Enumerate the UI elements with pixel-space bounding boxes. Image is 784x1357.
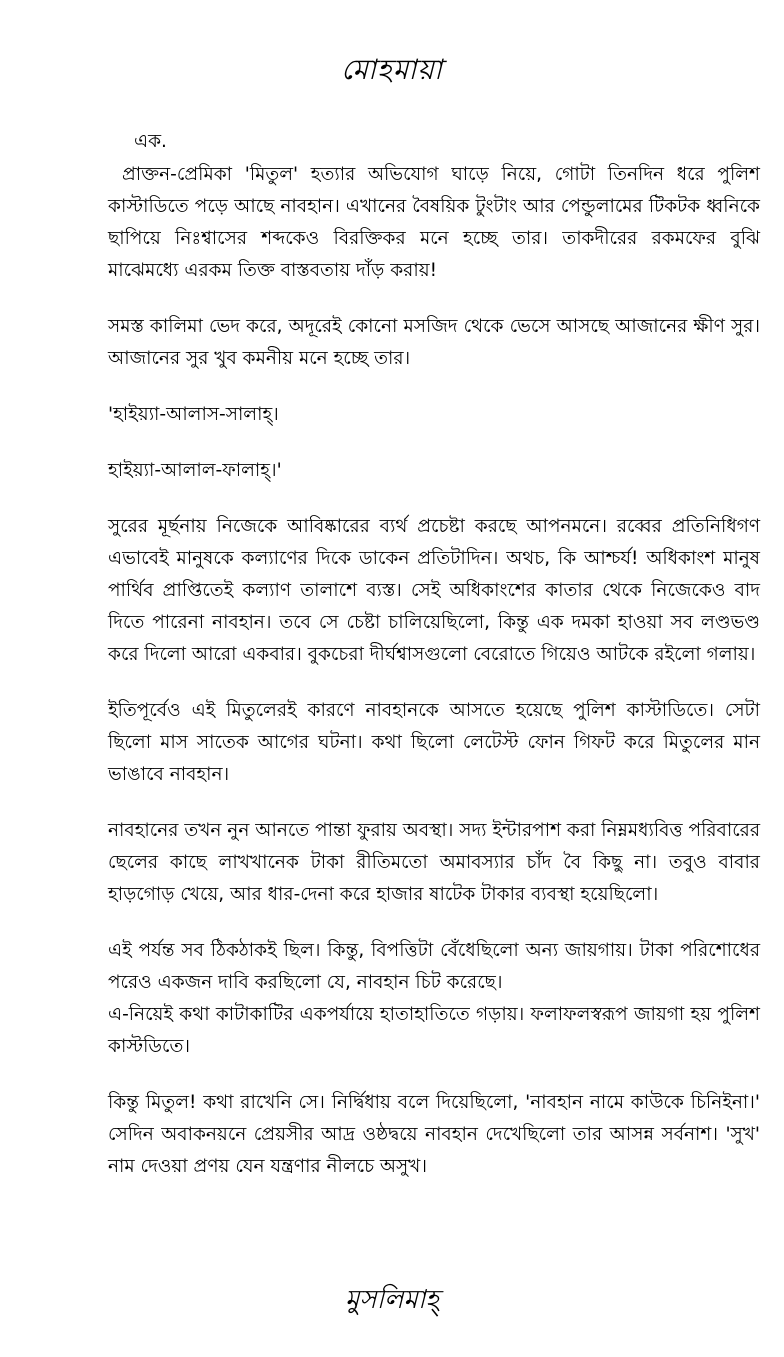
paragraph-8: এই পর্যন্ত সব ঠিকঠাকই ছিল। কিন্তু, বিপত্তিটা বেঁধেছিলো অন্য জায়গায়। টাকা পরিশোধের পরেও একজন দাবি করছিলো যে, নাবহান চিট করেছে।	[108, 940, 760, 993]
paragraph-9: এ-নিয়েই কথা কাটাকাটির একপর্যায়ে হাতাহাতিতে গড়ায়। ফলাফলস্বরূপ জায়গা হয় পুলিশ কাস্টডিতে।	[108, 1004, 760, 1057]
paragraph-6: ইতিপূর্বেও এই মিতুলেরই কারণে নাবহানকে আসতে হয়েছে পুলিশ কাস্টাডিতে। সেটা ছিলো মাস সাতেক আগের ঘটনা। কথা ছিলো লেটেস্ট ফোন গিফট করে মিতুলের মান ভাঙাবে নাবহান।	[108, 700, 760, 785]
story-body	[108, 125, 760, 1207]
paragraph-3: 'হাইয়্যা-আলাস-সালাহ্।	[108, 404, 279, 425]
paragraph-4: হাইয়্যা-আলাল-ফালাহ্।'	[108, 460, 282, 481]
paragraph-2: সমস্ত কালিমা ভেদ করে, অদূরেই কোনো মসজিদ থেকে ভেসে আসছে আজানের ক্ষীণ সুর। আজানের সুর খুব কমনীয় মনে হচ্ছে তার।	[108, 316, 760, 369]
paragraph-10: কিন্তু মিতুল! কথা রাখেনি সে। নির্দ্বিধায় বলে দিয়েছিলো, 'নাবহান নামে কাউকে চিনিইনা।' সেদিন অবাকনয়নে প্রেয়সীর আদ্র ওষ্ঠদ্বয়ে নাবহান দেখেছিলো তার আসন্ন সর্বনাশ। 'সুখ' নাম দেওয়া প্রণয় যেন যন্ত্রণার নীলচে অসুখ।	[108, 1092, 760, 1177]
paragraph-5: সুরের মূর্ছনায় নিজেকে আবিষ্কারের ব্যর্থ প্রচেষ্টা করছে আপনমনে। রব্বের প্রতিনিধিগণ এভাবেই মানুষকে কল্যাণের দিকে ডাকেন প্রতিটাদিন। অথচ, কি আশ্চর্য! অধিকাংশ মানুষ পার্থিব প্রাপ্তিতেই কল্যাণ তালাশে ব্যস্ত। সেই অধিকাংশের কাতার থেকে নিজেকেও বাদ দিতে পারেনা নাবহান। তবে সে চেষ্টা চালিয়েছিলো, কিন্তু এক দমকা হাওয়া সব লণ্ডভণ্ড করে দিলো আরো একবার। বুকচেরা দীর্ঘশ্বাসগুলো বেরোতে গিয়েও আটকে রইলো গলায়।	[108, 516, 760, 665]
paragraph-7: নাবহানের তখন নুন আনতে পান্তা ফুরায় অবস্থা। সদ্য ইন্টারপাশ করা নিম্নমধ্যবিত্ত পরিবারের ছেলের কাছে লাখখানেক টাকা রীতিমতো অমাবস্যার চাঁদ বৈ কিছু না। তবুও বাবার হাড়গোড় খেয়ে, আর ধার-দেনা করে হাজার ষাটেক টাকার ব্যবস্থা হয়েছিলো।	[108, 820, 760, 905]
chapter-label: এক.	[134, 131, 167, 152]
author-signature: মুসলিমাহ্	[344, 1285, 440, 1315]
story-title: মোহমায়া	[340, 53, 444, 86]
paragraph-1: প্রাক্তন-প্রেমিকা 'মিতুল' হত্যার অভিযোগ ঘাড়ে নিয়ে, গোটা তিনদিন ধরে পুলিশ কাস্টাডিতে পড়ে আছে নাবহান। এখানের বৈষয়িক টুংটাং আর পেন্ডুলামের টিকটক ধ্বনিকে ছাপিয়ে নিঃশ্বাসের শব্দকেও বিরক্তিকর মনে হচ্ছে তার। তাকদীরের রকমফের বুঝি মাঝেমধ্যে এরকম তিক্ত বাস্তবতায় দাঁড় করায়!	[108, 164, 760, 281]
